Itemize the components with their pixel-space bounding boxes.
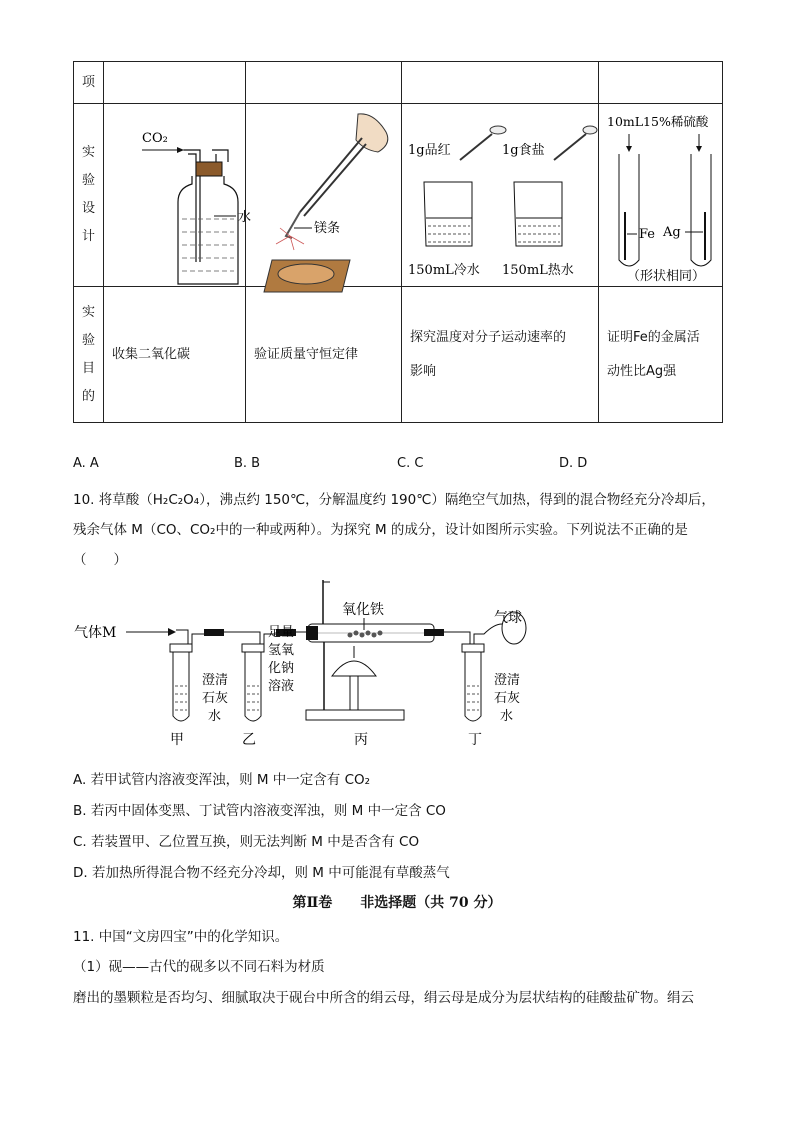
section-title: 第Ⅱ卷 非选择题（共 70 分） — [292, 895, 502, 911]
shape-note: （形状相同） — [627, 269, 706, 284]
water-label: 水 — [238, 210, 252, 225]
svg-text:氢氧: 氢氧 — [268, 643, 295, 658]
svg-text:水: 水 — [500, 709, 514, 724]
svg-text:足量: 足量 — [268, 625, 295, 640]
apparatus-diagram — [70, 576, 570, 748]
row-head-purpose: 实 验 目 的 — [74, 287, 104, 423]
svg-text:澄清: 澄清 — [202, 673, 229, 688]
label-yi: 乙 — [242, 732, 256, 748]
table-row — [74, 287, 723, 423]
design-d-cell — [599, 104, 723, 287]
table-row — [74, 104, 723, 287]
svg-text:水: 水 — [208, 709, 222, 724]
q9-option-a[interactable]: A. A — [73, 456, 99, 471]
balloon-label: 气球 — [494, 610, 522, 626]
q9-option-c[interactable]: C. C — [397, 456, 424, 471]
acid-label: 10mL15%稀硫酸 — [607, 114, 709, 129]
q9-option-b[interactable]: B. B — [234, 456, 261, 471]
q10-option-c[interactable]: C. 若装置甲、乙位置互换，则无法判断 M 中是否含有 CO — [73, 834, 420, 850]
q10-line1: 10. 将草酸（H₂C₂O₄），沸点约 150℃，分解温度约 190℃）隔绝空气加热，得到的混合物经充分冷却后， — [73, 492, 715, 508]
label-bing: 丙 — [354, 732, 368, 748]
row-head-item: 项 — [74, 62, 104, 104]
purpose-c: 探究温度对分子运动速率的 影响 — [402, 287, 599, 423]
q10-line3: （ ） — [73, 552, 127, 568]
salt-label: 1g食盐 — [502, 143, 545, 158]
label-jia: 甲 — [170, 732, 184, 748]
design-a-cell — [104, 104, 252, 287]
cold-water-label: 150mL冷水 — [408, 263, 480, 278]
svg-text:化钠: 化钠 — [268, 661, 295, 676]
fe-label: Fe — [639, 227, 656, 242]
q11-line2: （1）砚——古代的砚多以不同石料为材质 — [73, 959, 325, 975]
purpose-a: 收集二氧化碳 — [104, 287, 246, 423]
label-ding: 丁 — [468, 732, 482, 748]
q10-option-a[interactable]: A. 若甲试管内溶液变浑浊，则 M 中一定含有 CO₂ — [73, 772, 371, 788]
purpose-d: 证明Fe的金属活 动性比Ag强 — [599, 287, 723, 423]
design-b-cell — [246, 104, 402, 287]
purpose-b: 验证质量守恒定律 — [246, 287, 402, 423]
q11-line1: 11. 中国“文房四宝”中的化学知识。 — [73, 929, 289, 945]
test-tubes-diagram — [599, 104, 723, 282]
svg-text:澄清: 澄清 — [494, 673, 521, 688]
beakers-diagram — [402, 104, 599, 282]
experiment-table — [73, 61, 723, 423]
q9-option-d[interactable]: D. D — [559, 456, 588, 471]
hot-water-label: 150mL热水 — [502, 263, 574, 278]
magnesium-label: 镁条 — [314, 221, 341, 236]
q10-line2: 残余气体 M（CO、CO₂中的一种或两种）。为探究 M 的成分，设计如图所示实验。下列说法不正确的是 — [73, 522, 688, 538]
design-c-cell — [402, 104, 599, 287]
q10-option-b[interactable]: B. 若丙中固体变黑、丁试管内溶液变浑浊，则 M 中一定含 CO — [73, 803, 446, 819]
svg-text:石灰: 石灰 — [202, 691, 229, 706]
magnesium-burning-diagram — [246, 104, 402, 282]
q10-option-d[interactable]: D. 若加热所得混合物不经充分冷却，则 M 中可能混有草酸蒸气 — [73, 865, 450, 881]
table-row — [74, 62, 723, 104]
svg-text:溶液: 溶液 — [268, 679, 295, 694]
gas-bottle-diagram — [104, 104, 252, 282]
q11-line3: 磨出的墨颗粒是否均匀、细腻取决于砚台中所含的绢云母，绢云母是成分为层状结构的硅酸盐矿物。绢云 — [73, 990, 694, 1006]
co2-label: CO₂ — [142, 131, 168, 146]
row-head-design: 实 验 设 计 — [74, 104, 104, 287]
iron-oxide-label: 氧化铁 — [342, 602, 384, 618]
gas-m-label: 气体M — [74, 625, 117, 641]
dye-label: 1g品红 — [408, 143, 451, 158]
svg-text:石灰: 石灰 — [494, 691, 521, 706]
ag-label: Ag — [663, 225, 681, 240]
